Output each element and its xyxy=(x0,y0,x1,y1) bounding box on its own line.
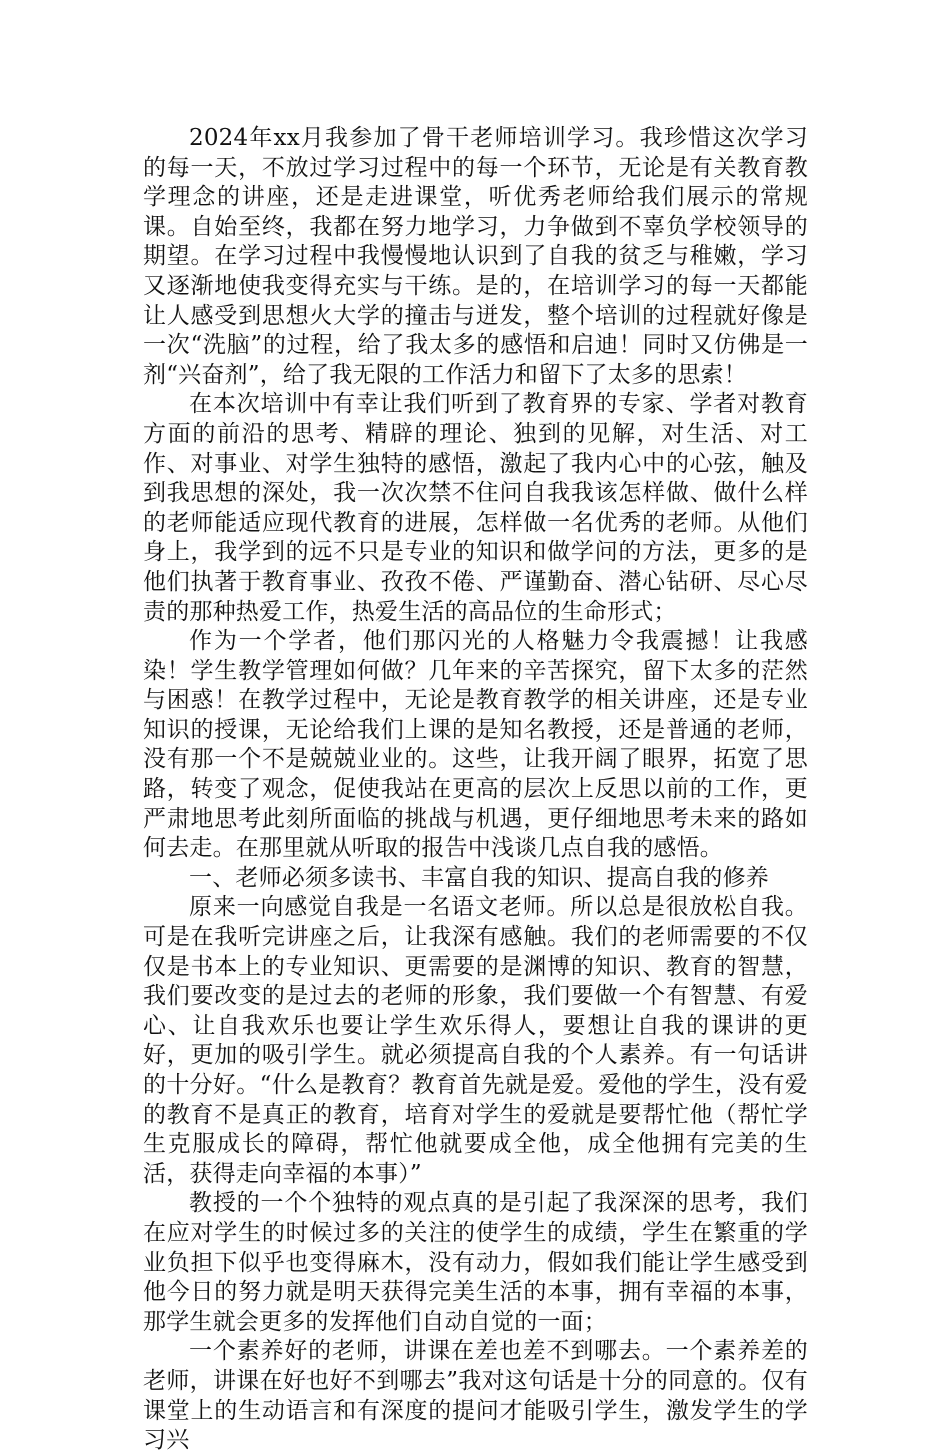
paragraph-experts: 在本次培训中有幸让我们听到了教育界的专家、学者对教育方面的前沿的思考、精辟的理论、独到的见解，对生活、对工作、对事业、对学生独特的感悟，激起了我内心中的心弦，触及到我思想的深处，我一次次禁不住问自我我该怎样做、做什么样的老师能适应现代教育的进展，怎样做一名优秀的老师。从他们身上，我学到的远不只是专业的知识和做学问的方法，更多的是他们执著于教育事业、孜孜不倦、严谨勤奋、潜心钻研、尽心尽责的那种热爱工作，热爱生活的高品位的生命形式； xyxy=(143,391,808,625)
section-heading-one: 一、老师必须多读书、丰富自我的知识、提高自我的修养 xyxy=(189,864,769,891)
paragraph-teacher-quality: 一个素养好的老师，讲课在差也差不到哪去。一个素养差的老师，讲课在好也好不到哪去”我对这句话是十分的同意的。仅有课堂上的生动语言和有深度的提问才能吸引学生，激发学生的学习兴 xyxy=(143,1338,808,1454)
document-body xyxy=(143,124,808,1456)
paragraph-scholars: 作为一个学者，他们那闪光的人格魅力令我震撼！让我感染！学生教学管理如何做？几年来的辛苦探究，留下太多的茫然与困惑！在教学过程中，无论是教育教学的相关讲座，还是专业知识的授课，无论给我们上课的是知名教授，还是普通的老师，没有那一个不是兢兢业业的。这些，让我开阔了眼界，拓宽了思路，转变了观念，促使我站在更高的层次上反思以前的工作，更严肃地思考此刻所面临的挑战与机遇，更仔细地思考未来的路如何去走。在那里就从听取的报告中浅谈几点自我的感悟。 xyxy=(143,628,808,862)
paragraph-self-reflection: 原来一向感觉自我是一名语文老师。所以总是很放松自我。可是在我听完讲座之后，让我深有感触。我们的老师需要的不仅仅是书本上的专业知识、更需要的是渊博的知识、教育的智慧，我们要改变的是过去的老师的形象，我们要做一个有智慧、有爱心、让自我欢乐也要让学生欢乐得人，要想让自我的课讲的更好，更加的吸引学生。就必须提高自我的个人素养。有一句话讲的十分好。“什么是教育？教育首先就是爱。爱他的学生，没有爱的教育不是真正的教育，培育对学生的爱就是要帮忙他（帮忙学生克服成长的障碍，帮忙他就要成全他，成全他拥有完美的生活，获得走向幸福的本事）” xyxy=(143,894,808,1187)
paragraph-professor-views: 教授的一个个独特的观点真的是引起了我深深的思考，我们在应对学生的时候过多的关注的使学生的成绩，学生在繁重的学业负担下似乎也变得麻木，没有动力，假如我们能让学生感受到他今日的努力就是明天获得完美生活的本事，拥有幸福的本事，那学生就会更多的发挥他们自动自觉的一面； xyxy=(143,1190,808,1335)
paragraph-intro: 2024年xx月我参加了骨干老师培训学习。我珍惜这次学习的每一天，不放过学习过程中的每一个环节，无论是有关教育教学理念的讲座，还是走进课堂，听优秀老师给我们展示的常规课。自始至终，我都在努力地学习，力争做到不辜负学校领导的期望。在学习过程中我慢慢地认识到了自我的贫乏与稚嫩，学习又逐渐地使我变得充实与干练。是的，在培训学习的每一天都能让人感受到思想火大学的撞击与迸发，整个培训的过程就好像是一次“洗脑”的过程，给了我太多的感悟和启迪！同时又仿佛是一剂“兴奋剂”，给了我无限的工作活力和留下了太多的思索！ xyxy=(143,125,808,388)
